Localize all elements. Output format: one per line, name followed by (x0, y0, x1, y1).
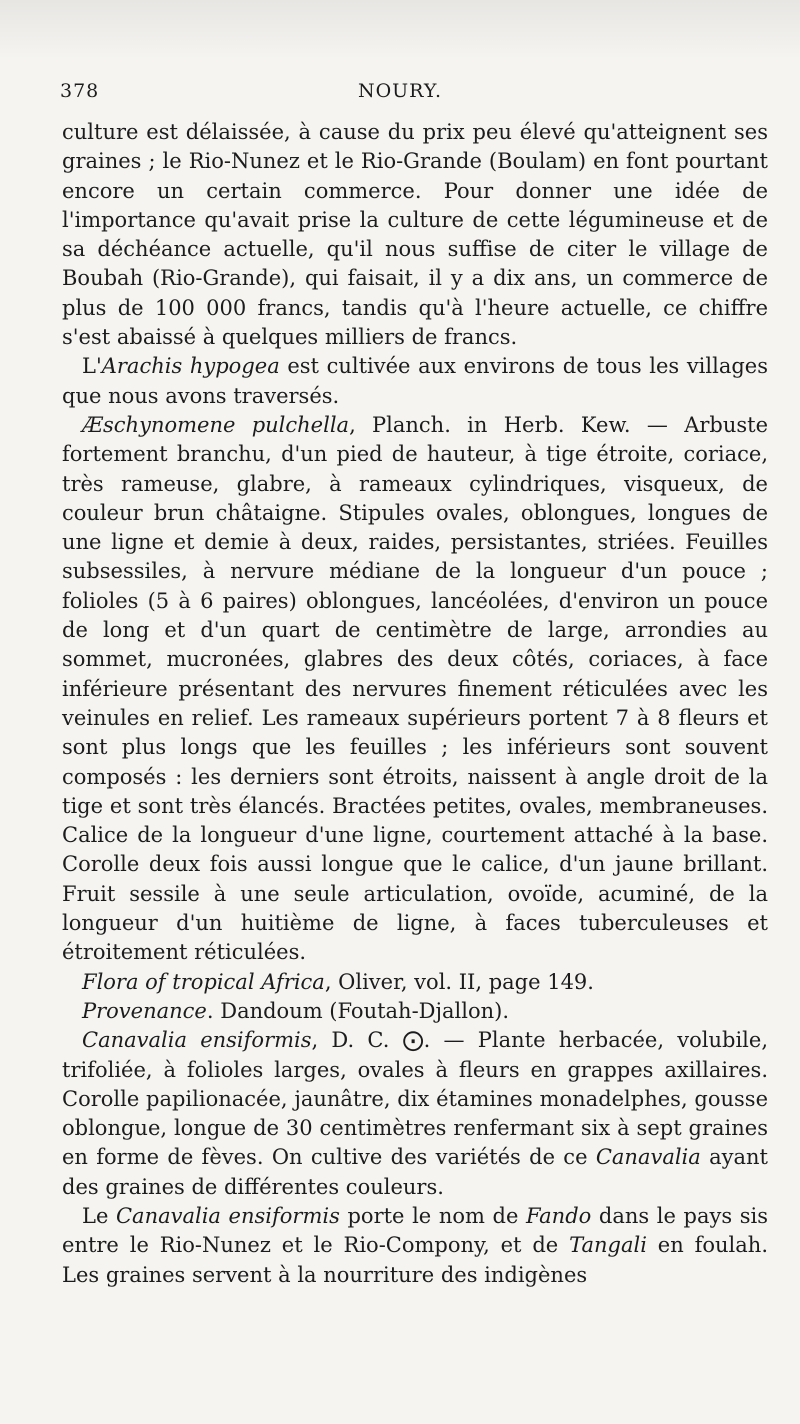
text-run: . Dandoum (Foutah-Djallon). (206, 998, 510, 1023)
italic-text: Arachis hypogea (101, 354, 280, 379)
text-run: , D. C. ⨀. — Plante herbacée, volubile, trifoliée, à folioles larges, ovales à fleurs en grappes axillaires. Corolle papilionacée, jaunâtre, dix étamines monadelphes, gousse oblongue, longue de 30 centimètres renfermant six à sept graines en forme de fèves. On cultive des variétés de ce (62, 1028, 768, 1170)
paragraph (62, 1026, 768, 1202)
text-run: en foulah. Les graines servent à la nourriture des indigènes (62, 1233, 768, 1287)
italic-text: Canavalia ensiformis (82, 1028, 312, 1053)
text-run: porte le nom de (339, 1203, 526, 1228)
italic-text: Æschynomene pulchella (82, 412, 350, 437)
italic-text: Canavalia ensiformis (115, 1203, 340, 1228)
italic-text: Flora of tropical Africa (82, 969, 325, 994)
text-run: dans le pays sis entre le Rio-Nunez et le Rio-Compony, et de (62, 1203, 768, 1258)
italic-text: Canavalia (595, 1145, 701, 1170)
text-run: Le (82, 1203, 116, 1228)
body-text (62, 118, 768, 1290)
paragraph (62, 1202, 768, 1290)
paragraph (62, 968, 768, 997)
text-run: , Planch. in Herb. Kew. — Arbuste fortement branchu, d'un pied de hauteur, à tige étroite, coriace, très rameuse, glabre, à rameaux cylindriques, visqueux, de couleur brun châtaigne. Stipules ovales, oblongues, longues de une ligne et demie à deux, raides, persistantes, striées. Feuilles subsessiles, à nervure médiane de la longueur d'un pouce ; folioles (5 à 6 paires) oblongues, lancéolées, d'environ un pouce de long et d'un quart de centimètre de large, arrondies au sommet, mucronées, glabres des deux côtés, coriaces, à face inférieure présentant des nervures finement réticulées avec les veinules en relief. Les rameaux supérieurs portent 7 à 8 fleurs et sont plus longs que les feuilles ; les inférieurs sont souvent composés : les derniers sont étroits, naissent à angle droit de la tige et sont très élancés. Bractées petites, ovales, membraneuses. Calice de la longueur d'une ligne, courtement attaché à la base. Corolle deux fois aussi longue que le calice, d'un jaune brillant. Fruit sessile à une seule articulation, ovoïde, acuminé, de la longueur d'un huitième de ligne, à faces tuberculeuses et étroitement réticulées. (62, 412, 769, 965)
text-run: L' (82, 354, 102, 379)
page-header (60, 80, 740, 114)
paragraph (62, 997, 768, 1026)
text-run: est cultivée aux environs de tous les villages que nous avons traversés. (62, 354, 768, 408)
paragraph (62, 352, 768, 411)
text-run: , Oliver, vol. II, page 149. (324, 969, 594, 994)
paragraph (62, 411, 768, 968)
text-run: ayant des graines de différentes couleurs. (62, 1145, 768, 1199)
italic-text: Provenance (82, 998, 207, 1023)
paragraph (62, 118, 768, 352)
page-number: 378 (60, 80, 100, 102)
italic-text: Fando (526, 1203, 592, 1228)
italic-text: Tangali (569, 1233, 647, 1258)
text-run: culture est délaissée, à cause du prix peu élevé qu'atteignent ses graines ; le Rio-Nunez et le Rio-Grande (Boulam) en font pourtant encore un certain commerce. Pour donner une idée de l'importance qu'avait prise la culture de cette légumineuse et de sa déchéance actuelle, qu'il nous suffise de citer le village de Boubah (Rio-Grande), qui faisait, il y a dix ans, un commerce de plus de 100 000 francs, tandis qu'à l'heure actuelle, ce chiffre s'est abaissé à quelques milliers de francs. (62, 120, 768, 350)
running-head: NOURY. (357, 80, 443, 102)
